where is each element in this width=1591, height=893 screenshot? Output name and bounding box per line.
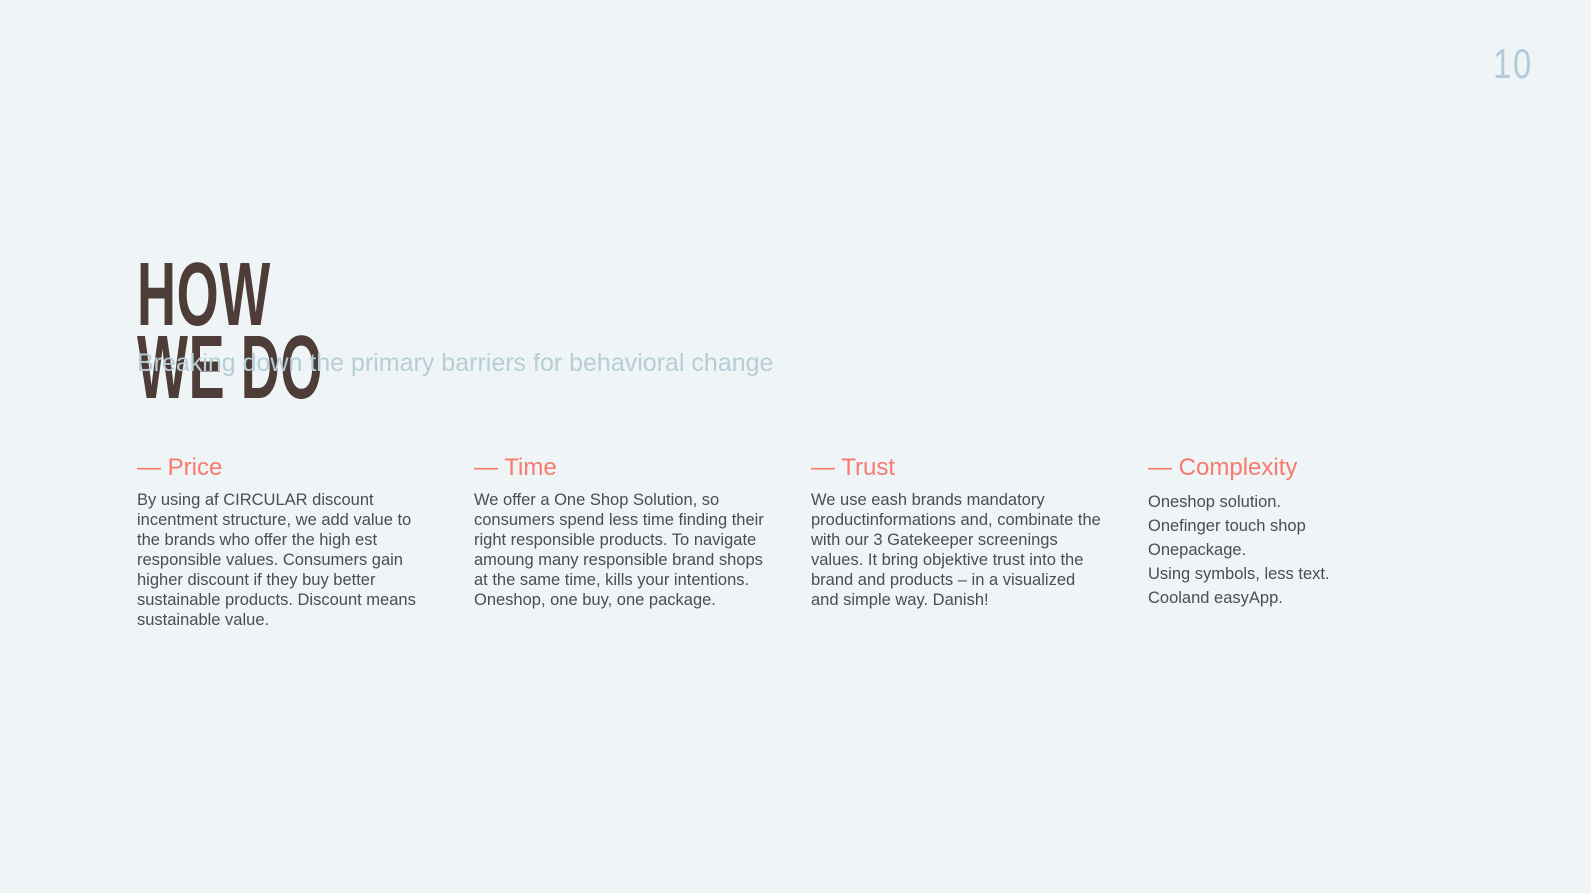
column-price-heading: — Price <box>137 454 223 481</box>
slide-title-line2: WE DO <box>137 318 323 419</box>
column-trust <box>811 454 1101 630</box>
column-trust-body: We use eash brands mandatory productinformations and, combinate the with our 3 Gatekeeper screenings values. It bring objektive trust into the brand and products – in a visualized and simple way. Danish! <box>811 491 1101 609</box>
column-trust-heading: — Trust <box>811 454 896 481</box>
slide-title <box>137 245 323 419</box>
page-number: 10 <box>1493 40 1533 87</box>
columns-section <box>137 454 1438 630</box>
column-price <box>137 454 427 630</box>
complexity-line: Onepackage. <box>1148 541 1247 559</box>
complexity-line: Cooland easyApp. <box>1148 589 1283 607</box>
column-time-heading: — Time <box>474 454 557 481</box>
column-complexity-body <box>1148 490 1438 610</box>
column-complexity <box>1148 454 1438 630</box>
slide-subtitle: Breaking down the primary barriers for behavioral change <box>137 349 774 377</box>
column-price-body: By using af CIRCULAR discount incentment structure, we add value to the brands who offer the high est responsible values. Consumers gain higher discount if they buy better sustainable products. Discount means sustainable value. <box>137 491 416 629</box>
column-time-body: We offer a One Shop Solution, so consumers spend less time finding their right responsible products. To navigate amoung many responsible brand shops at the same time, kills your intentions. Oneshop, one buy, one package. <box>474 491 764 609</box>
complexity-line: Oneshop solution. <box>1148 493 1282 511</box>
slide-title-line1: HOW <box>137 245 271 346</box>
column-time <box>474 454 764 630</box>
complexity-line: Using symbols, less text. <box>1148 565 1330 583</box>
complexity-line: Onefinger touch shop <box>1148 517 1306 535</box>
column-complexity-heading: — Complexity <box>1148 454 1298 481</box>
